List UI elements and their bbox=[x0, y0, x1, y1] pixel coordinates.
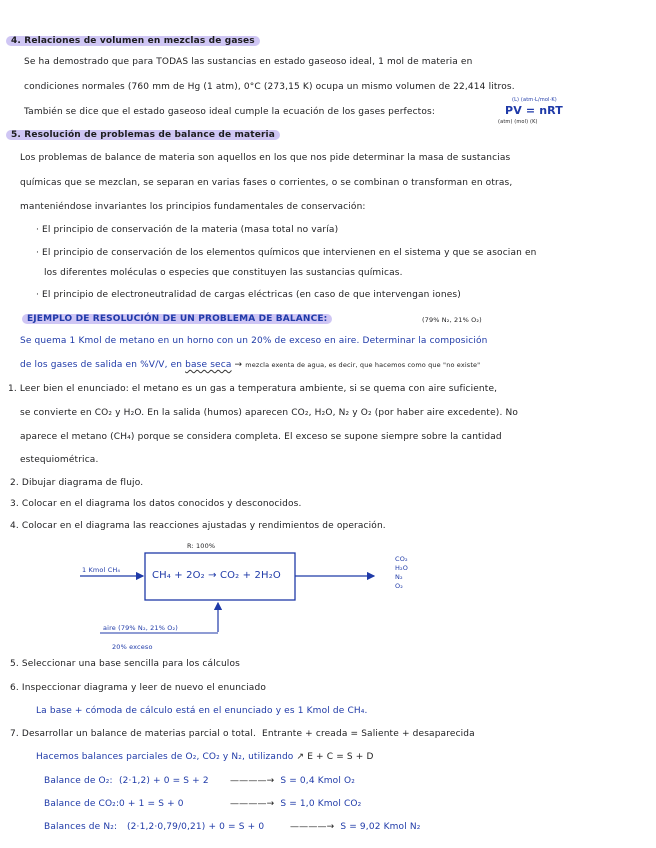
example-heading: EJEMPLO DE RESOLUCIÓN DE UN PROBLEMA DE BALANCE: bbox=[22, 314, 332, 324]
eq-units-top: (L) (atm·L/mol·K) bbox=[512, 97, 557, 103]
s5-para-1: Los problemas de balance de materia son aquellos en los que nos pide determinar la masa de sustancias bbox=[20, 153, 511, 163]
step-1-line-3: aparece el metano (CH₄) porque se considera completa. El exceso se supone siempre sobre la cantidad bbox=[20, 432, 502, 442]
section-4-heading: 4. Relaciones de volumen en mezclas de gases bbox=[6, 36, 260, 46]
s4-line-1: Se ha demostrado que para TODAS las sustancias en estado gaseoso ideal, 1 mol de materia en bbox=[24, 57, 473, 67]
air-input-label: aire (79% N₂, 21% O₂) bbox=[103, 624, 178, 632]
principle-1: · El principio de conservación de la materia (masa total no varía) bbox=[36, 225, 339, 235]
balance-equation: Entrante + creada = Saliente + desaparecida bbox=[262, 729, 475, 739]
step-1-line-2: se convierte en CO₂ y H₂O. En la salida (humos) aparecen CO₂, H₂O, N₂ y O₂ (por haber aire excedente). No bbox=[20, 408, 519, 418]
step-6: 6. Inspeccionar diagrama y leer de nuevo el enunciado bbox=[10, 683, 266, 693]
step-4: 4. Colocar en el diagrama las reacciones ajustadas y rendimientos de operación. bbox=[10, 521, 386, 531]
step-7: 7. Desarrollar un balance de materias parcial o total. Entrante + creada = Saliente + desaparecida bbox=[10, 729, 475, 739]
outlet-o2: O₂ bbox=[395, 582, 404, 590]
outlet-n2: N₂ bbox=[395, 573, 403, 581]
ecsd-rule: E + C = S + D bbox=[307, 752, 374, 762]
step-7-partial: Hacemos balances parciales de O₂, CO₂ y N₂, utilizando ↗ E + C = S + D bbox=[36, 752, 374, 762]
ideal-gas-equation: PV = nRT bbox=[505, 104, 563, 117]
principle-2-cont: los diferentes moléculas o especies que constituyen las sustancias químicas. bbox=[44, 268, 403, 278]
step-6-note: La base + cómoda de cálculo está en el enunciado y es 1 Kmol de CH₄. bbox=[36, 706, 368, 716]
yield-label: R: 100% bbox=[187, 542, 216, 550]
s4-line-3: También se dice que el estado gaseoso ideal cumple la ecuación de los gases perfectos: bbox=[24, 107, 436, 117]
reaction-equation: CH₄ + 2O₂ → CO₂ + 2H₂O bbox=[152, 570, 281, 581]
step-5: 5. Seleccionar una base sencilla para los cálculos bbox=[10, 659, 240, 669]
s4-line-2: condiciones normales (760 mm de Hg (1 atm), 0°C (273,15 K) ocupa un mismo volumen de 22,414 litros. bbox=[24, 82, 515, 92]
example-line-1: Se quema 1 Kmol de metano en un horno con un 20% de exceso en aire. Determinar la composición bbox=[20, 336, 488, 346]
principle-2: · El principio de conservación de los elementos químicos que intervienen en el sistema y que se asocian en bbox=[36, 248, 537, 258]
step-3: 3. Colocar en el diagrama los datos conocidos y desconocidos. bbox=[10, 499, 302, 509]
balance-row: Balance de CO₂: 0 + 1 = S + 0 ————→ S = 1,0 Kmol CO₂ bbox=[44, 799, 362, 809]
balance-row: Balances de N₂: (2·1,2·0,79/0,21) + 0 = S + 0 ————→ S = 9,02 Kmol N₂ bbox=[44, 822, 421, 832]
air-composition-note: (79% N₂, 21% O₂) bbox=[422, 316, 482, 324]
excess-label: 20% exceso bbox=[112, 643, 153, 651]
s5-para-2: químicas que se mezclan, se separan en varias fases o corrientes, o se combinan o transforman en otras, bbox=[20, 178, 513, 188]
example-line-2: de los gases de salida en %V/V, en base seca → mezcla exenta de agua, es decir, que hacemos como que "no existe" bbox=[20, 360, 481, 370]
base-seca-note: mezcla exenta de agua, es decir, que hacemos como que "no existe" bbox=[245, 361, 481, 369]
outlet-co2: CO₂ bbox=[395, 555, 408, 563]
base-seca-term: base seca bbox=[185, 360, 232, 370]
s5-para-3: manteniéndose invariantes los principios fundamentales de conservación: bbox=[20, 202, 366, 212]
step-2: 2. Dibujar diagrama de flujo. bbox=[10, 478, 144, 488]
eq-units-bottom: (atm) (mol) (K) bbox=[498, 119, 538, 125]
principle-3: · El principio de electroneutralidad de cargas eléctricas (en caso de que intervengan iones) bbox=[36, 290, 461, 300]
step-1-line-1: 1. Leer bien el enunciado: el metano es un gas a temperatura ambiente, si se quema con aire suficiente, bbox=[8, 384, 498, 394]
balance-row: Balance de O₂: (2·1,2) + 0 = S + 2 ————→ S = 0,4 Kmol O₂ bbox=[44, 776, 355, 786]
outlet-h2o: H₂O bbox=[395, 564, 409, 572]
section-5-heading: 5. Resolución de problemas de balance de materia bbox=[6, 130, 280, 140]
methane-input-label: 1 Kmol CH₄ bbox=[82, 566, 121, 574]
step-1-line-4: estequiométrica. bbox=[20, 455, 99, 465]
